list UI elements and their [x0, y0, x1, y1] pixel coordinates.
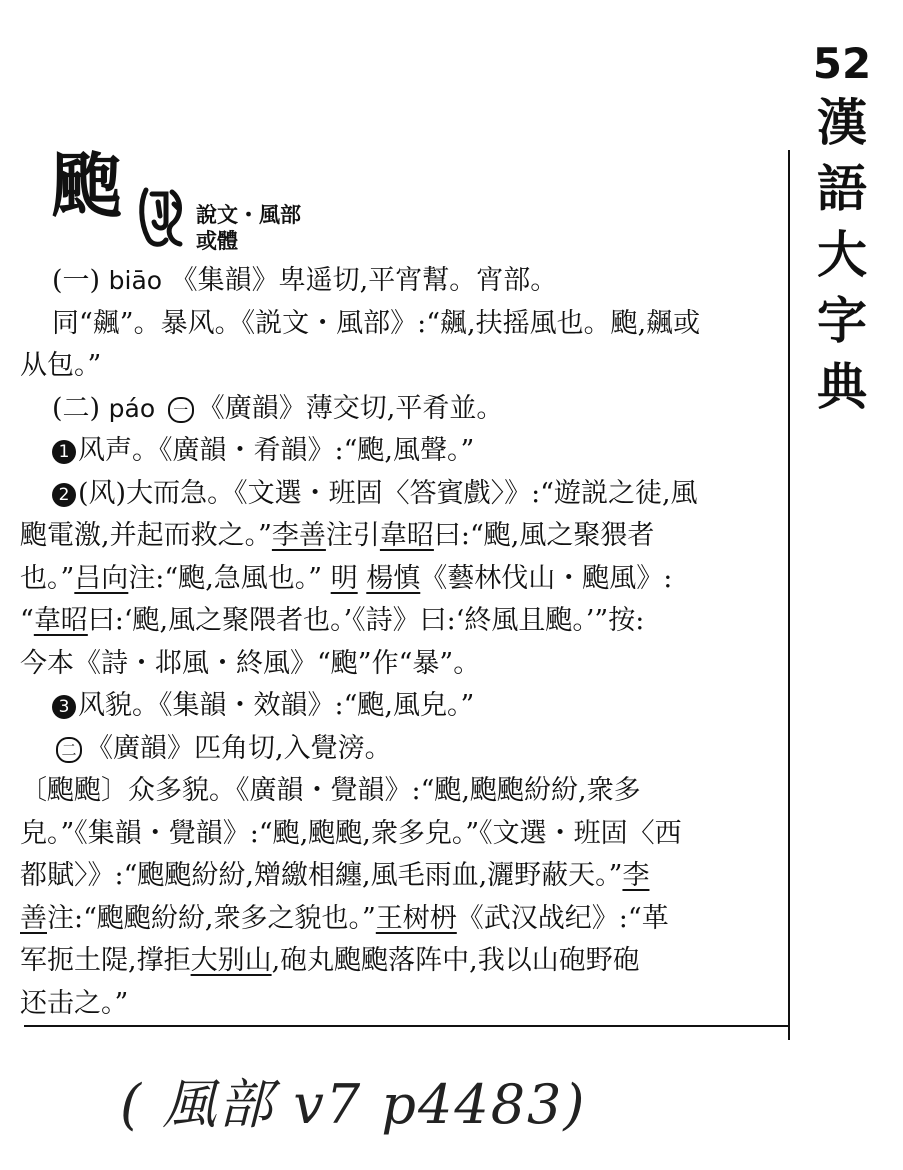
source-reference: [196, 202, 301, 254]
entry-line: [20, 902, 669, 936]
entry-text: 《廣韻》匹角切,入覺滂。: [86, 732, 392, 764]
entry-text: 军扼土隄,撑拒: [20, 945, 191, 976]
entry-text: 注引: [325, 520, 380, 551]
headword: 颮: [52, 144, 122, 227]
entry-text: [155, 393, 164, 424]
entry-line: [20, 392, 503, 426]
entry-text: “: [20, 605, 34, 636]
entry-text: 都賦〉》:“颮颮紛紛,矰繳相纏,風毛雨血,灑野蔽天。”: [20, 860, 623, 891]
entry-line: [20, 604, 644, 638]
proper-name: 李: [622, 860, 650, 891]
entry-text: 皃。”《集韻・覺韻》:“颮,颮颮,衆多皃。”《文選・班固〈西: [20, 817, 682, 849]
title-char: 字: [817, 291, 867, 350]
sense-number: 二: [56, 737, 82, 763]
entry-line: [20, 774, 641, 808]
entry-line: [20, 434, 474, 468]
title-char: 典: [817, 357, 867, 416]
entry-text: 曰:‘颮,風之聚隈者也。’《詩》曰:‘終風且颮。’”按:: [87, 605, 645, 636]
bottom-rule: [24, 1025, 790, 1027]
entry-line: [20, 349, 101, 383]
entry-text: 还击之。”: [20, 987, 129, 1019]
proper-name: 楊慎: [366, 562, 421, 594]
entry-line: [20, 817, 682, 851]
entry-text: 曰:“颮,風之聚猥者: [433, 520, 655, 551]
entry-text: 《武汉战纪》:“革: [456, 902, 669, 934]
entry-line: [20, 477, 698, 511]
entry-line: [20, 987, 128, 1021]
entry-text: 今本《詩・邶風・終風》“颮”作“暴”。: [20, 647, 481, 679]
title-char: 語: [817, 159, 867, 218]
volume-number: 52: [812, 39, 872, 88]
entry-text: 颮電激,并起而救之。”: [20, 520, 272, 551]
proper-name: 善: [20, 902, 47, 934]
entry-text: [358, 563, 367, 594]
proper-name: 大别山: [190, 945, 272, 976]
entry-text: ,砲丸颮颮落阵中,我以山砲野砲: [271, 945, 640, 976]
proper-name: 韋昭: [33, 605, 88, 636]
proper-name: 明: [330, 562, 358, 594]
title-char: 漢: [817, 93, 867, 152]
sense-number: 3: [52, 695, 76, 719]
entry-line: [20, 944, 640, 978]
entry-text: 风貌。《集韻・效韻》:“颮,風皃。”: [78, 690, 475, 721]
entry-text: 同“飆”。暴风。《説文・風部》:“飆,扶摇風也。颮,飆或: [52, 307, 701, 339]
seal-script-icon: [136, 182, 186, 252]
entry-text: 也。”: [20, 562, 75, 594]
proper-name: 韋昭: [379, 520, 434, 551]
entry-line: [20, 562, 672, 596]
entry-text: 《藝林伐山・颮風》:: [420, 562, 673, 594]
entry-text: 〔颮颮〕众多貌。《廣韻・覺韻》:“颮,颮颮紛紛,衆多: [20, 775, 641, 806]
book-title-chars: [802, 90, 882, 420]
entry-line: [20, 519, 654, 553]
entry-line: [20, 307, 700, 341]
entry-text: 《廣韻》薄交切,平肴並。: [197, 392, 504, 424]
entry-text: 《集韻》卑遥切,平宵幫。宵部。: [162, 265, 558, 296]
proper-name: 李善: [271, 520, 326, 551]
handwritten-note: ( 風部 v7 p4483): [120, 1073, 587, 1136]
entry-text: (风)大而急。《文選・班固〈答賓戲〉》:“遊説之徒,風: [78, 477, 698, 509]
source-line: 說文・風部: [196, 202, 301, 227]
book-title-vertical: [802, 38, 882, 420]
entry-line: [20, 732, 392, 766]
sense-number: 一: [168, 397, 194, 423]
entry-text: 风声。《廣韻・肴韻》:“颮,風聲。”: [78, 435, 475, 466]
entry-line: [20, 689, 474, 723]
entry-line: [20, 647, 480, 681]
source-line: 或體: [196, 228, 238, 253]
entry-text: 从包。”: [20, 350, 102, 381]
entry-text: (二): [52, 392, 109, 424]
entry-text: (一): [52, 265, 109, 296]
proper-name: 王树枬: [375, 902, 457, 934]
entry-line: [20, 264, 557, 298]
entry-text: 注:“颮,急風也。”: [128, 562, 331, 594]
proper-name: 吕向: [74, 562, 129, 594]
entry-text: páo: [108, 393, 156, 423]
column-divider: [788, 150, 790, 1040]
entry-text: 注:“颮颮紛紛,衆多之貌也。”: [47, 902, 376, 934]
entry-text: biāo: [108, 266, 163, 295]
entry-line: [20, 859, 649, 893]
title-char: 大: [817, 225, 867, 284]
sense-number: 1: [52, 440, 76, 464]
sense-number: 2: [52, 483, 76, 507]
